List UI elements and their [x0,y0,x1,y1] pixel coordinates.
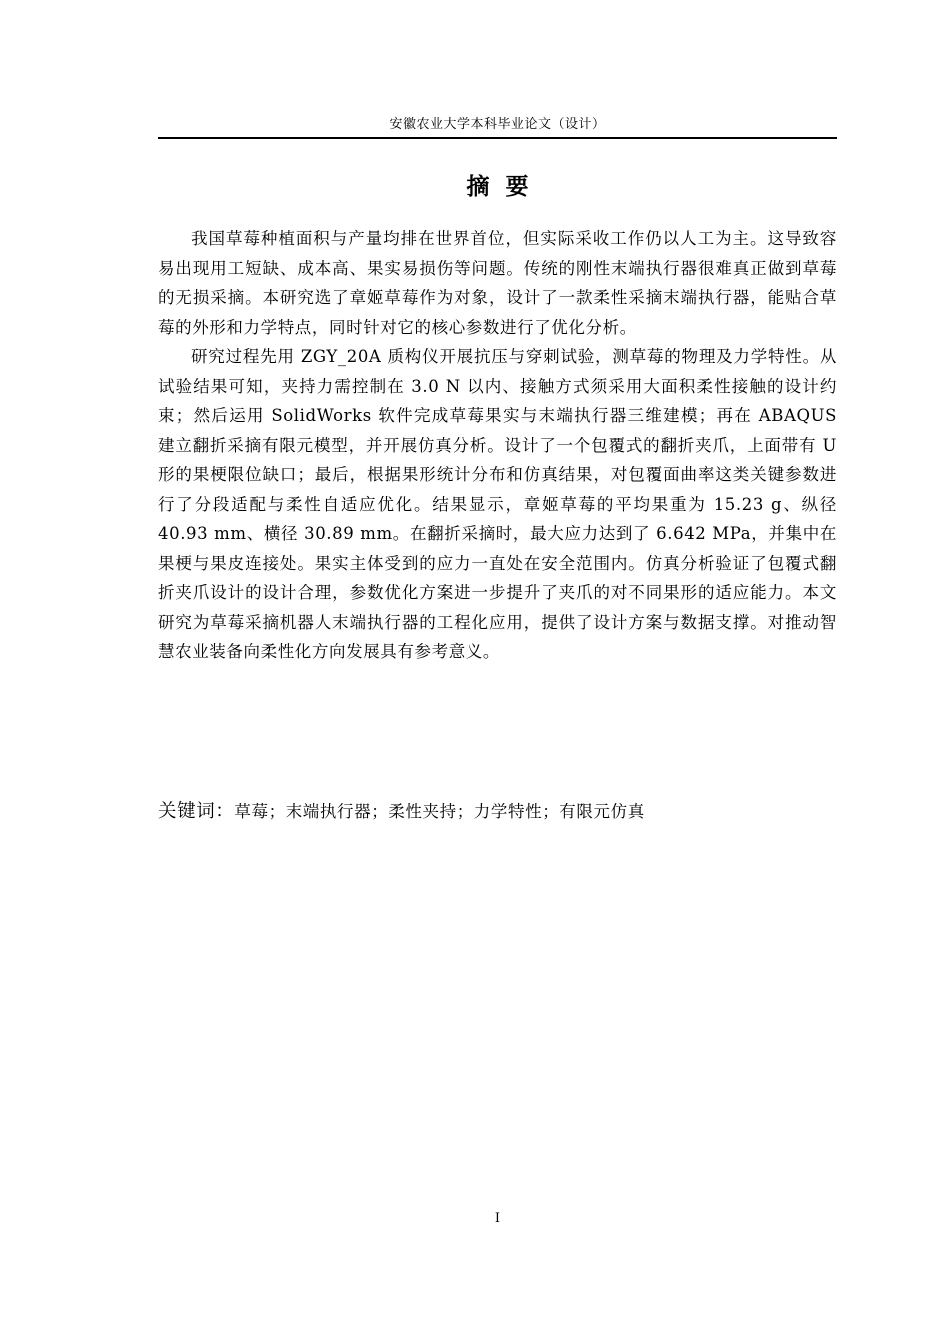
header-rule [158,137,837,139]
keywords-label: 关键词： [158,801,235,822]
page-number: I [494,1211,501,1226]
abstract-body [158,224,837,667]
abstract-paragraph-2: 研究过程先用 ZGY_20A 质构仪开展抗压与穿刺试验，测草莓的物理及力学特性。从试验结果可知，夹持力需控制在 3.0 N 以内、接触方式须采用大面积柔性接触的设计约束；然后运用 SolidWorks 软件完成草莓果实与末端执行器三维建模；再在 ABAQUS 建立翻折采摘有限元模型，并开展仿真分析。设计了一个包覆式的翻折夹爪，上面带有 U 形的果梗限位缺口；最后，根据果形统计分布和仿真结果，对包覆面曲率这类关键参数进行了分段适配与柔性自适应优化。结果显示，章姬草莓的平均果重为 15.23 g、纵径 40.93 mm、横径 30.89 mm。在翻折采摘时，最大应力达到了 6.642 MPa，并集中在果梗与果皮连接处。果实主体受到的应力一直处在安全范围内。仿真分析验证了包覆式翻折夹爪设计的设计合理，参数优化方案进一步提升了夹爪的对不同果形的适应能力。本文研究为草莓采摘机器人末端执行器的工程化应用，提供了设计方案与数据支撑。对推动智慧农业装备向柔性化方向发展具有参考意义。 [158,347,837,661]
keywords-line [158,797,837,826]
abstract-paragraph-1: 我国草莓种植面积与产量均排在世界首位，但实际采收工作仍以人工为主。这导致容易出现用工短缺、成本高、果实易损伤等问题。传统的刚性末端执行器很难真正做到草莓的无损采摘。本研究选了章姬草莓作为对象，设计了一款柔性采摘末端执行器，能贴合草莓的外形和力学特点，同时针对它的核心参数进行了优化分析。 [158,229,837,337]
keywords-text: 草莓；末端执行器；柔性夹持；力学特性；有限元仿真 [234,802,645,821]
running-header: 安徽农业大学本科毕业论文（设计） [389,117,606,132]
abstract-title: 摘要 [466,174,545,200]
